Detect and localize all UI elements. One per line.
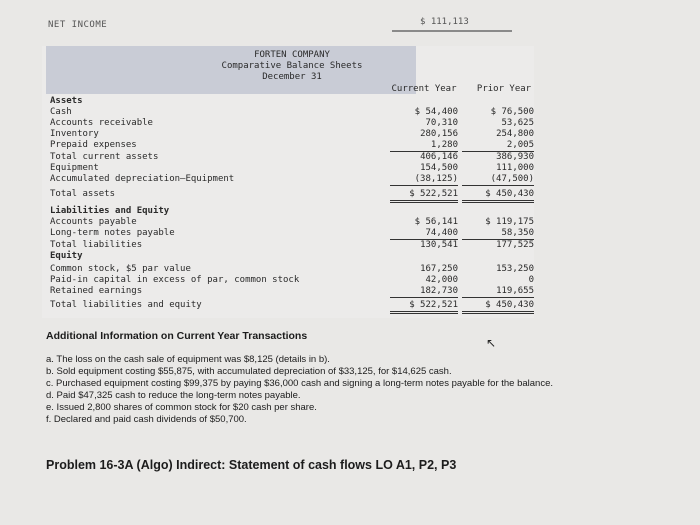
column-prior-year: Prior Year bbox=[476, 84, 532, 94]
column-current-year: Current Year bbox=[391, 84, 457, 94]
transaction-e: e. Issued 2,800 shares of common stock for $20 cash per share. bbox=[46, 402, 317, 413]
row-cash: Cash $ 54,400 $ 76,500 bbox=[50, 107, 534, 117]
row-prepaid-expenses: Prepaid expenses 1,280 2,005 bbox=[50, 140, 534, 150]
balance-sheet-title bbox=[192, 50, 392, 83]
company-name: FORTEN COMPANY bbox=[254, 50, 330, 60]
balance-sheet bbox=[42, 46, 534, 318]
transaction-b: b. Sold equipment costing $55,875, with accumulated depreciation of $33,125, for $14,625 cash. bbox=[46, 366, 452, 377]
transaction-d: d. Paid $47,325 cash to reduce the long-term notes payable. bbox=[46, 390, 301, 401]
row-accounts-receivable: Accounts receivable 70,310 53,625 bbox=[50, 118, 534, 128]
row-long-term-notes-payable: Long-term notes payable 74,400 58,350 bbox=[50, 228, 534, 238]
row-total-liabilities-and-equity: Total liabilities and equity $ 522,521 $ 450,430 bbox=[50, 300, 532, 311]
row-total-assets: Total assets $ 522,521 $ 450,430 bbox=[50, 189, 532, 200]
row-accounts-payable: Accounts payable $ 56,141 $ 119,175 bbox=[50, 217, 534, 227]
row-inventory: Inventory 280,156 254,800 bbox=[50, 129, 534, 139]
additional-information bbox=[46, 330, 696, 426]
problem-title: Problem 16-3A (Algo) Indirect: Statement of cash flows LO A1, P2, P3 bbox=[46, 458, 457, 472]
net-income-label: NET INCOME bbox=[48, 20, 108, 30]
row-assets-heading: Assets bbox=[50, 96, 83, 106]
row-retained-earnings: Retained earnings 182,730 119,655 bbox=[50, 286, 534, 296]
row-common-stock: Common stock, $5 par value 167,250 153,250 bbox=[50, 264, 534, 274]
net-income-amount: $ 111,113 bbox=[420, 17, 469, 27]
transaction-c: c. Purchased equipment costing $99,375 by paying $36,000 cash and signing a long-term notes payable for the balance. bbox=[46, 378, 554, 389]
row-paid-in-capital: Paid-in capital in excess of par, common stock 42,000 0 bbox=[50, 275, 534, 285]
row-total-current-assets: Total current assets 406,146 386,930 bbox=[50, 152, 534, 162]
row-equipment: Equipment 154,500 111,000 bbox=[50, 163, 534, 173]
transaction-a: a. The loss on the cash sale of equipment was $8,125 (details in b). bbox=[46, 354, 330, 365]
net-income-rule bbox=[392, 30, 512, 32]
additional-information-title: Additional Information on Current Year Transactions bbox=[46, 330, 308, 342]
transaction-f: f. Declared and paid cash dividends of $50,700. bbox=[46, 414, 247, 425]
statement-date: December 31 bbox=[262, 72, 322, 82]
row-total-liabilities: Total liabilities 130,541 177,525 bbox=[50, 240, 534, 250]
statement-name: Comparative Balance Sheets bbox=[221, 61, 363, 71]
row-accumulated-depreciation: Accumulated depreciation–Equipment (38,125) (47,500) bbox=[50, 174, 534, 184]
mouse-pointer-icon: ↖ bbox=[486, 336, 497, 350]
row-liabilities-heading: Liabilities and Equity bbox=[50, 206, 170, 216]
row-equity-heading: Equity bbox=[50, 251, 83, 261]
